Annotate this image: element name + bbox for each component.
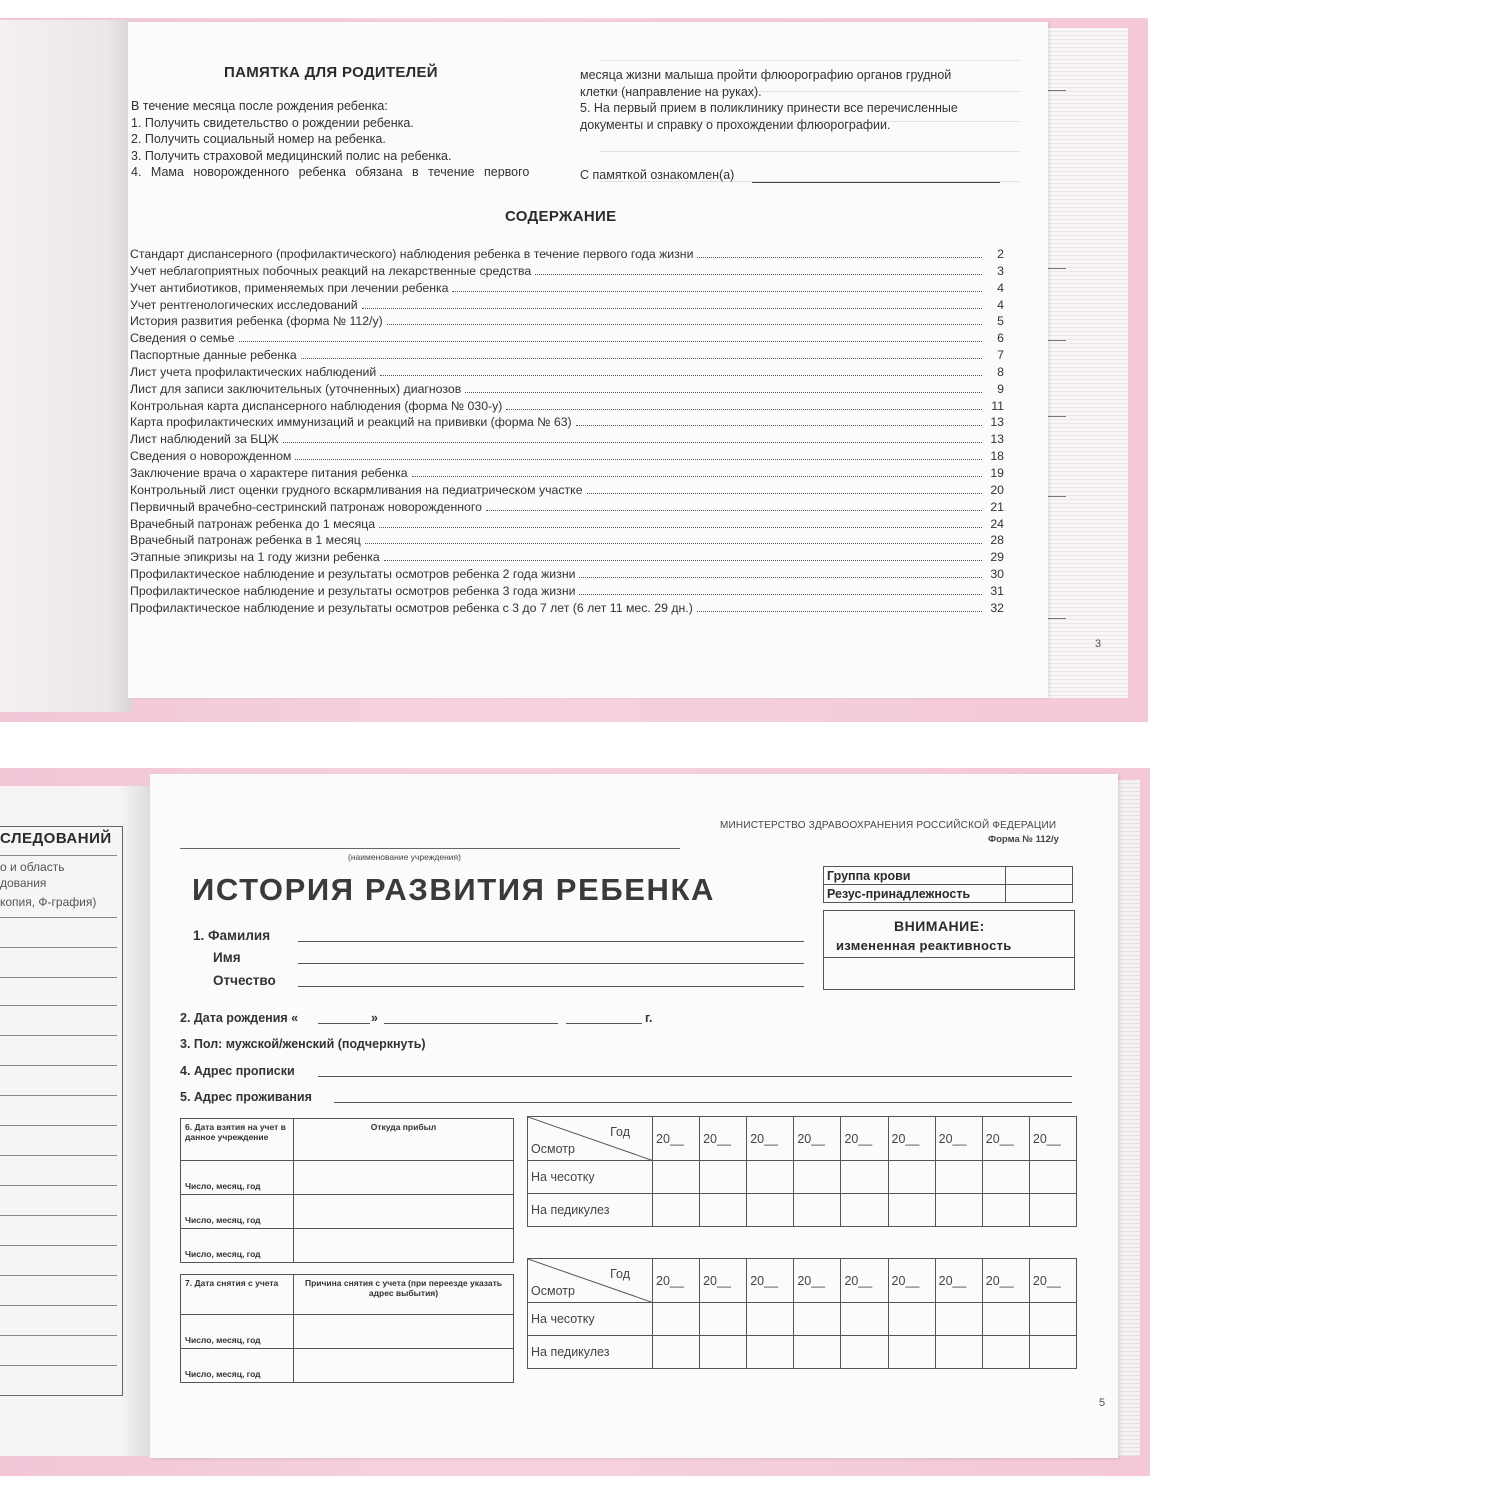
page-stack-top <box>1040 28 1128 698</box>
contents-item <box>130 448 1004 465</box>
contents-item <box>130 499 1004 516</box>
contents-item-page: 13 <box>990 432 1004 447</box>
exam-cell[interactable] <box>794 1303 841 1336</box>
leader-dots <box>587 493 982 494</box>
contents-item-page: 8 <box>997 364 1004 379</box>
lice-row-label: На педикулез <box>528 1194 653 1227</box>
leader-dots <box>295 459 982 460</box>
leader-dots <box>283 442 982 443</box>
memo-line: 5. На первый прием в поликлинику принести все перечисленные <box>580 101 958 115</box>
exam-year-label: Год <box>610 1267 630 1281</box>
live-address-label: 5. Адрес проживания <box>180 1090 312 1104</box>
contents-item <box>130 246 1004 263</box>
exam-table <box>527 1116 1077 1227</box>
leader-dots <box>465 392 982 393</box>
contents-item-page: 20 <box>990 482 1004 497</box>
page-number: 3 <box>1095 638 1102 650</box>
year-cell[interactable]: 20__ <box>841 1117 888 1161</box>
exam-cell[interactable] <box>982 1303 1029 1336</box>
leader-dots <box>412 476 982 477</box>
contents-item-page: 3 <box>997 263 1004 278</box>
contents-item-page: 24 <box>990 516 1004 531</box>
contents-item-page: 29 <box>990 550 1004 565</box>
leader-dots <box>579 594 982 595</box>
leader-dots <box>452 291 982 292</box>
memo-line: документы и справку о прохождении флюорографии. <box>580 117 891 132</box>
blood-group-label: Группа крови <box>824 867 1006 885</box>
date-cell: Число, месяц, год <box>181 1195 294 1229</box>
exam-cell[interactable] <box>700 1161 747 1194</box>
leader-dots <box>579 577 982 578</box>
exam-cell[interactable] <box>700 1336 747 1369</box>
leader-dots <box>239 341 982 342</box>
reg-address-field[interactable] <box>318 1076 1072 1077</box>
contents-item <box>130 330 1004 347</box>
year-cell[interactable]: 20__ <box>1029 1117 1076 1161</box>
exam-cell[interactable] <box>935 1161 982 1194</box>
contents-item <box>130 482 1004 499</box>
contents-item-page: 6 <box>997 331 1004 346</box>
exam-cell[interactable] <box>747 1303 794 1336</box>
exam-cell[interactable] <box>794 1194 841 1227</box>
memo-list <box>131 98 529 181</box>
leader-dots <box>301 358 982 359</box>
signature-line <box>752 182 1000 183</box>
contents-item <box>130 297 1004 314</box>
contents-item-title: Профилактическое наблюдение и результаты осмотров ребенка 3 года жизни <box>130 583 576 598</box>
birth-year-field[interactable] <box>566 1023 642 1024</box>
birth-date-label: 2. Дата рождения « <box>180 1011 299 1025</box>
contents-item-title: Паспортные данные ребенка <box>130 348 297 363</box>
contents-item-page: 28 <box>990 533 1004 548</box>
contents-list <box>130 246 1004 617</box>
contents-title: СОДЕРЖАНИЕ <box>505 208 617 225</box>
leader-dots <box>697 611 982 612</box>
year-cell[interactable]: 20__ <box>982 1259 1029 1303</box>
contents-item-page: 11 <box>991 398 1004 413</box>
contents-item-title: Лист учета профилактических наблюдений <box>130 364 377 379</box>
birth-day-field[interactable] <box>318 1023 370 1024</box>
exam-cell[interactable] <box>653 1194 700 1227</box>
contents-item <box>130 465 1004 482</box>
birth-date-quote: » <box>371 1011 378 1025</box>
dereg-date-header: 7. Дата снятия с учета <box>181 1275 294 1315</box>
reg-address-label: 4. Адрес прописки <box>180 1064 295 1078</box>
patronymic-label: Отчество <box>213 973 276 988</box>
contents-item <box>130 381 1004 398</box>
year-cell[interactable]: 20__ <box>935 1259 982 1303</box>
attention-label: ВНИМАНИЕ: <box>894 918 985 934</box>
contents-item-title: Учет рентгенологических исследований <box>130 297 358 312</box>
exam-cell[interactable] <box>1029 1161 1076 1194</box>
year-cell[interactable]: 20__ <box>888 1117 935 1161</box>
memo-title: ПАМЯТКА ДЛЯ РОДИТЕЛЕЙ <box>224 64 438 81</box>
memo-line: 2. Получить социальный номер на ребенка. <box>131 132 386 146</box>
contents-item-page: 2 <box>997 247 1004 261</box>
memo-line: В течение месяца после рождения ребенка: <box>131 99 388 113</box>
blood-group-value[interactable] <box>1006 867 1073 885</box>
contents-item-title: Первичный врачебно-сестринский патронаж новорожденного <box>130 499 482 514</box>
contents-item-title: Врачебный патронаж ребенка в 1 месяц <box>130 533 361 548</box>
exam-cell[interactable] <box>888 1161 935 1194</box>
exam-cell[interactable] <box>653 1303 700 1336</box>
exam-cell[interactable] <box>794 1336 841 1369</box>
ministry-header: МИНИСТЕРСТВО ЗДРАВООХРАНЕНИЯ РОССИЙСКОЙ ФЕДЕРАЦИИ <box>720 820 1057 831</box>
registration-table <box>180 1118 514 1263</box>
exam-cell[interactable] <box>1029 1336 1076 1369</box>
left-page-sub: копия, Ф-графия) <box>0 895 97 909</box>
leader-dots <box>576 425 982 426</box>
year-cell[interactable]: 20__ <box>888 1259 935 1303</box>
contents-item <box>130 263 1004 280</box>
leader-dots <box>384 560 982 561</box>
left-page-table <box>0 826 123 1396</box>
scabies-row-label: На чесотку <box>528 1303 653 1336</box>
year-cell[interactable]: 20__ <box>794 1259 841 1303</box>
blood-table <box>823 866 1073 903</box>
contents-item-page: 9 <box>997 381 1004 396</box>
dereg-reason-header: Причина снятия с учета (при переезде указать адрес выбытия) <box>294 1275 514 1315</box>
contents-item-title: Заключение врача о характере питания ребенка <box>130 465 408 480</box>
institution-caption: (наименование учреждения) <box>348 852 461 862</box>
contents-item-title: Профилактическое наблюдение и результаты осмотров ребенка 2 года жизни <box>130 567 576 582</box>
exam-cell[interactable] <box>888 1303 935 1336</box>
leader-dots <box>697 257 982 258</box>
year-cell[interactable]: 20__ <box>653 1117 700 1161</box>
contents-item-page: 7 <box>997 348 1004 363</box>
contents-item-title: Сведения о новорожденном <box>130 449 292 464</box>
contents-item-page: 13 <box>990 415 1004 430</box>
leader-dots <box>506 409 982 410</box>
year-cell[interactable]: 20__ <box>747 1259 794 1303</box>
contents-item <box>130 313 1004 330</box>
rhesus-value[interactable] <box>1006 885 1073 903</box>
leader-dots <box>379 527 982 528</box>
contents-item <box>130 583 1004 600</box>
exam-year-label: Год <box>610 1125 630 1139</box>
contents-item-title: Лист наблюдений за БЦЖ <box>130 432 279 447</box>
exam-cell[interactable] <box>747 1161 794 1194</box>
exam-cell[interactable] <box>841 1194 888 1227</box>
contents-item-page: 32 <box>990 600 1004 615</box>
memo-line: месяца жизни малыша пройти флюорографию органов грудной <box>580 68 952 82</box>
exam-cell[interactable] <box>935 1194 982 1227</box>
exam-cell[interactable] <box>653 1336 700 1369</box>
from-where-cell[interactable] <box>294 1161 514 1195</box>
contents-item <box>130 364 1004 381</box>
contents-item <box>130 414 1004 431</box>
contents-item <box>130 532 1004 549</box>
deregistration-table <box>180 1274 514 1383</box>
left-page-heading: СЛЕДОВАНИЙ <box>0 830 112 847</box>
birth-month-field[interactable] <box>384 1023 558 1024</box>
contents-item <box>130 431 1004 448</box>
memo-line: 4. Мама новорожденного ребенка обязана в течение первого <box>131 165 530 179</box>
leader-dots <box>486 510 982 511</box>
contents-item-title: Контрольная карта диспансерного наблюдения (форма № 030-у) <box>130 398 503 413</box>
exam-cell[interactable] <box>841 1336 888 1369</box>
date-cell: Число, месяц, год <box>181 1315 294 1349</box>
reg-date-header: 6. Дата взятия на учет в данное учреждение <box>181 1119 294 1161</box>
exam-cell[interactable] <box>935 1336 982 1369</box>
contents-item <box>130 280 1004 297</box>
contents-item <box>130 566 1004 583</box>
exam-cell[interactable] <box>888 1194 935 1227</box>
year-cell[interactable]: 20__ <box>935 1117 982 1161</box>
memo-line: 3. Получить страховой медицинский полис на ребенка. <box>131 148 452 163</box>
birth-year-suffix: г. <box>645 1011 653 1025</box>
exam-cell[interactable] <box>841 1161 888 1194</box>
contents-item-page: 30 <box>990 567 1004 582</box>
contents-item <box>130 398 1004 415</box>
dereg-reason-cell[interactable] <box>294 1349 514 1383</box>
contents-item-page: 5 <box>997 314 1004 329</box>
left-page-sub: дования <box>0 876 47 890</box>
exam-diagonal-header <box>528 1117 653 1161</box>
contents-item <box>130 347 1004 364</box>
contents-item-title: Профилактическое наблюдение и результаты осмотров ребенка с 3 до 7 лет (6 лет 11 мес. 29 дн.) <box>130 600 693 615</box>
contents-item-title: Контрольный лист оценки грудного вскармливания на педиатрическом участке <box>130 482 583 497</box>
contents-item-title: Учет антибиотиков, применяемых при лечении ребенка <box>130 280 449 295</box>
year-cell[interactable]: 20__ <box>982 1117 1029 1161</box>
exam-cell[interactable] <box>935 1303 982 1336</box>
left-page-top <box>0 20 132 712</box>
year-cell[interactable]: 20__ <box>747 1117 794 1161</box>
year-cell[interactable]: 20__ <box>1029 1259 1076 1303</box>
contents-item-page: 19 <box>990 465 1004 480</box>
contents-item-title: Лист для записи заключительных (уточненных) диагнозов <box>130 381 462 396</box>
exam-cell[interactable] <box>747 1336 794 1369</box>
attention-sub: измененная реактивность <box>836 938 1012 953</box>
from-where-header: Откуда прибыл <box>294 1119 514 1161</box>
date-cell: Число, месяц, год <box>181 1161 294 1195</box>
contents-item-title: Карта профилактических иммунизаций и реакций на прививки (форма № 63) <box>130 415 572 430</box>
exam-cell[interactable] <box>1029 1303 1076 1336</box>
date-cell: Число, месяц, год <box>181 1229 294 1263</box>
contents-item-page: 31 <box>990 583 1004 598</box>
year-cell[interactable]: 20__ <box>700 1117 747 1161</box>
year-cell[interactable]: 20__ <box>700 1259 747 1303</box>
exam-cell[interactable] <box>1029 1194 1076 1227</box>
contents-item <box>130 516 1004 533</box>
sex-label: 3. Пол: мужской/женский (подчеркнуть) <box>180 1037 426 1051</box>
leader-dots <box>535 274 982 275</box>
exam-cell[interactable] <box>653 1161 700 1194</box>
surname-field[interactable] <box>298 941 804 942</box>
contents-item-page: 4 <box>997 280 1004 295</box>
surname-label: 1. Фамилия <box>193 928 271 943</box>
contents-item-title: Врачебный патронаж ребенка до 1 месяца <box>130 516 376 531</box>
contents-item-title: Этапные эпикризы на 1 году жизни ребенка <box>130 550 380 565</box>
exam-table <box>527 1258 1077 1369</box>
leader-dots <box>365 543 982 544</box>
name-field[interactable] <box>298 963 804 964</box>
leader-dots <box>380 375 982 376</box>
patronymic-field[interactable] <box>298 986 804 987</box>
contents-item <box>130 600 1004 617</box>
exam-cell[interactable] <box>982 1194 1029 1227</box>
contents-item-title: Сведения о семье <box>130 331 235 346</box>
name-label: Имя <box>213 950 241 965</box>
contents-item-page: 21 <box>990 499 1004 514</box>
exam-cell[interactable] <box>841 1303 888 1336</box>
year-cell[interactable]: 20__ <box>653 1259 700 1303</box>
institution-line <box>180 848 680 849</box>
exam-cell[interactable] <box>982 1336 1029 1369</box>
form-number: Форма № 112/у <box>988 834 1059 845</box>
memo-list-right <box>580 67 958 133</box>
rhesus-label: Резус-принадлежность <box>824 885 1006 903</box>
live-address-field[interactable] <box>334 1102 1072 1103</box>
exam-cell[interactable] <box>700 1303 747 1336</box>
contents-item-title: История развития ребенка (форма № 112/у) <box>130 314 383 329</box>
exam-diagonal-header <box>528 1259 653 1303</box>
from-where-cell[interactable] <box>294 1195 514 1229</box>
year-cell[interactable]: 20__ <box>794 1117 841 1161</box>
memo-line: клетки (направление на руках). <box>580 84 762 99</box>
page-number: 5 <box>1099 1397 1106 1409</box>
contents-item-title: Стандарт диспансерного (профилактического) наблюдения ребенка в течение первого года жизни <box>130 247 694 261</box>
exam-cell[interactable] <box>888 1336 935 1369</box>
exam-cell[interactable] <box>794 1161 841 1194</box>
exam-label: Осмотр <box>531 1142 575 1156</box>
leader-dots <box>387 324 982 325</box>
memo-line: 1. Получить свидетельство о рождении ребенка. <box>131 115 414 130</box>
year-cell[interactable]: 20__ <box>841 1259 888 1303</box>
exam-cell[interactable] <box>982 1161 1029 1194</box>
scabies-row-label: На чесотку <box>528 1161 653 1194</box>
contents-item-page: 4 <box>997 297 1004 312</box>
left-page-sub: о и область <box>0 860 65 874</box>
acknowledged-label: С памяткой ознакомлен(а) <box>580 168 735 182</box>
lice-row-label: На педикулез <box>528 1336 653 1369</box>
leader-dots <box>362 308 982 309</box>
contents-item <box>130 549 1004 566</box>
contents-item-page: 18 <box>990 449 1004 464</box>
exam-label: Осмотр <box>531 1284 575 1298</box>
contents-item-title: Учет неблагоприятных побочных реакций на лекарственные средства <box>130 263 532 278</box>
date-cell: Число, месяц, год <box>181 1349 294 1383</box>
form-title: ИСТОРИЯ РАЗВИТИЯ РЕБЕНКА <box>192 872 715 907</box>
exam-cell[interactable] <box>747 1194 794 1227</box>
from-where-cell[interactable] <box>294 1229 514 1263</box>
exam-cell[interactable] <box>700 1194 747 1227</box>
page-gutter-shadow <box>120 786 150 1456</box>
dereg-reason-cell[interactable] <box>294 1315 514 1349</box>
